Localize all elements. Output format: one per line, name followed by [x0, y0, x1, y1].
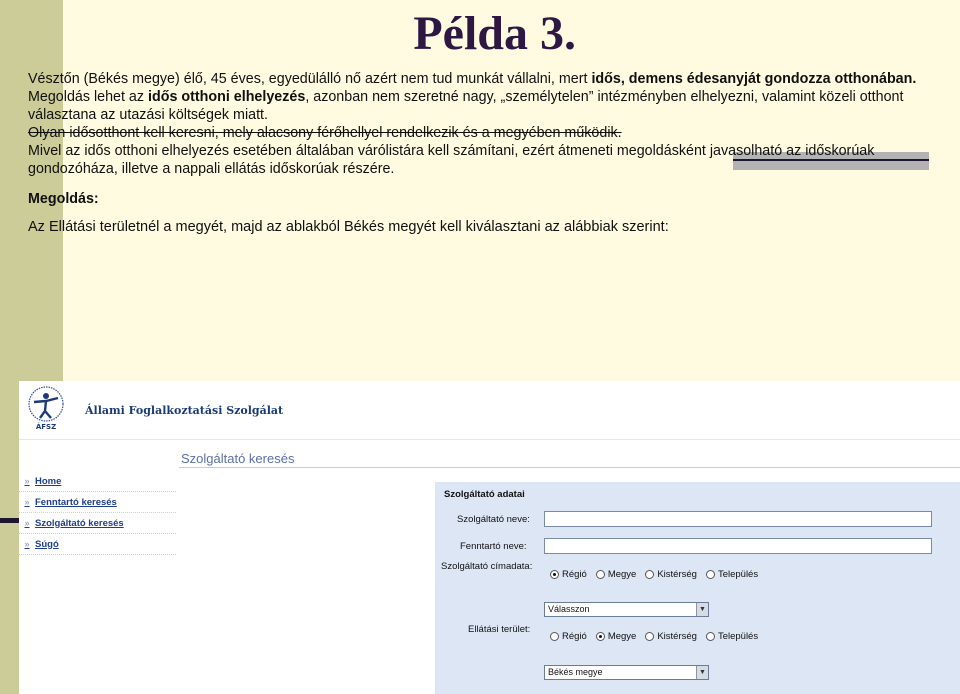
nav-item-maintainer-search[interactable] [19, 492, 176, 513]
radio-unchecked-icon [596, 570, 605, 579]
website-screenshot [19, 381, 960, 694]
radio-unchecked-icon [645, 632, 654, 641]
radio-unchecked-icon [550, 632, 559, 641]
afsz-logo-icon [25, 385, 67, 431]
org-name: Állami Foglalkoztatási Szolgálat [85, 404, 284, 417]
radio-label: Régió [562, 631, 587, 642]
slide-title: Példa 3. [413, 7, 576, 60]
double-chevron-icon: » [24, 539, 30, 549]
nav-item-label: Súgó [35, 538, 59, 550]
address-radio-group [550, 569, 767, 580]
radio-label: Település [717, 631, 759, 642]
area-select-value: Békés megye [548, 667, 603, 677]
nav-item-label: Fenntartó keresés [35, 496, 117, 508]
radio-unchecked-icon [706, 570, 715, 579]
double-chevron-icon: » [24, 518, 30, 528]
slide-left-accent [0, 518, 20, 523]
paragraph-solution-text-a: Megoldás lehet az [28, 89, 149, 105]
slide-text-block [28, 70, 948, 236]
area-radio-group [550, 631, 767, 642]
radio-unchecked-icon [706, 632, 715, 641]
provider-name-input[interactable] [544, 511, 932, 527]
radio-label: Régió [562, 569, 587, 580]
paragraph-solution-emphasis: idős otthoni elhelyezés [148, 89, 306, 105]
radio-label: Település [717, 569, 759, 580]
radio-label: Kistérség [657, 569, 697, 580]
paragraph-requirement: Olyan idősotthont kell keresni, mely alacsony férőhellyel rendelkezik és a megyében működik. [28, 125, 622, 141]
side-navigation [19, 471, 176, 555]
header-divider [19, 439, 960, 440]
radio-label: Megye [607, 569, 637, 580]
area-radio-settlement[interactable] [706, 631, 758, 642]
double-chevron-icon: » [24, 476, 30, 486]
form-section-title: Szolgáltató adatai [444, 489, 525, 500]
area-radio-county[interactable] [596, 631, 637, 642]
paragraph-solution-option [28, 88, 948, 124]
address-radio-region[interactable] [550, 569, 587, 580]
paragraph-situation-text: Vésztőn (Békés megye) élő, 45 éves, egyedülálló nő azért nem tud munkát vállalni, mert [28, 71, 592, 87]
dropdown-arrow-icon: ▼ [696, 603, 708, 616]
address-select-value: Válasszon [548, 604, 590, 614]
address-label: Szolgáltató címadata: [441, 561, 533, 572]
area-label: Ellátási terület: [468, 624, 531, 635]
address-select[interactable] [544, 602, 709, 617]
paragraph-situation [28, 70, 948, 88]
solution-instruction: Az Ellátási területnél a megyét, majd az ablakból Békés megyét kell kiválasztani az alábbiak szerint: [28, 219, 669, 235]
svg-text:ÁFSZ: ÁFSZ [35, 423, 57, 431]
nav-item-label: Szolgáltató keresés [35, 517, 124, 529]
paragraph-situation-emphasis: idős, demens édesanyját gondozza otthonában. [591, 71, 917, 87]
nav-item-home[interactable] [19, 471, 176, 492]
double-chevron-icon: » [24, 497, 30, 507]
maintainer-name-label: Fenntartó neve: [460, 541, 527, 552]
area-radio-region[interactable] [550, 631, 587, 642]
provider-name-label: Szolgáltató neve: [457, 514, 530, 525]
address-radio-settlement[interactable] [706, 569, 758, 580]
maintainer-name-input[interactable] [544, 538, 932, 554]
radio-label: Megye [607, 631, 637, 642]
nav-item-help[interactable] [19, 534, 176, 555]
nav-item-provider-search[interactable] [19, 513, 176, 534]
address-radio-subregion[interactable] [645, 569, 697, 580]
page-heading-divider [179, 467, 960, 468]
radio-unchecked-icon [645, 570, 654, 579]
solution-label: Megoldás: [28, 191, 99, 207]
paragraph-alternative: Mivel az idős otthoni elhelyezés esetében általában várólistára kell számítani, ezért átmeneti megoldásként javasolható az időskorúak gondozóháza, illetve a nappali ellátás időskorúak részére. [28, 143, 875, 177]
radio-label: Kistérség [657, 631, 697, 642]
paragraph-solution-text-c: , azonban nem szeretné nagy, „személytelen” intézményben elhelyezni, valamint közeli otthont választana az utazási költségek miatt. [28, 89, 904, 123]
radio-checked-icon [596, 632, 605, 641]
page-heading: Szolgáltató keresés [181, 451, 295, 466]
radio-checked-icon [550, 570, 559, 579]
nav-item-label: Home [35, 475, 62, 487]
dropdown-arrow-icon: ▼ [696, 666, 708, 679]
area-radio-subregion[interactable] [645, 631, 697, 642]
address-radio-county[interactable] [596, 569, 637, 580]
area-select[interactable] [544, 665, 709, 680]
